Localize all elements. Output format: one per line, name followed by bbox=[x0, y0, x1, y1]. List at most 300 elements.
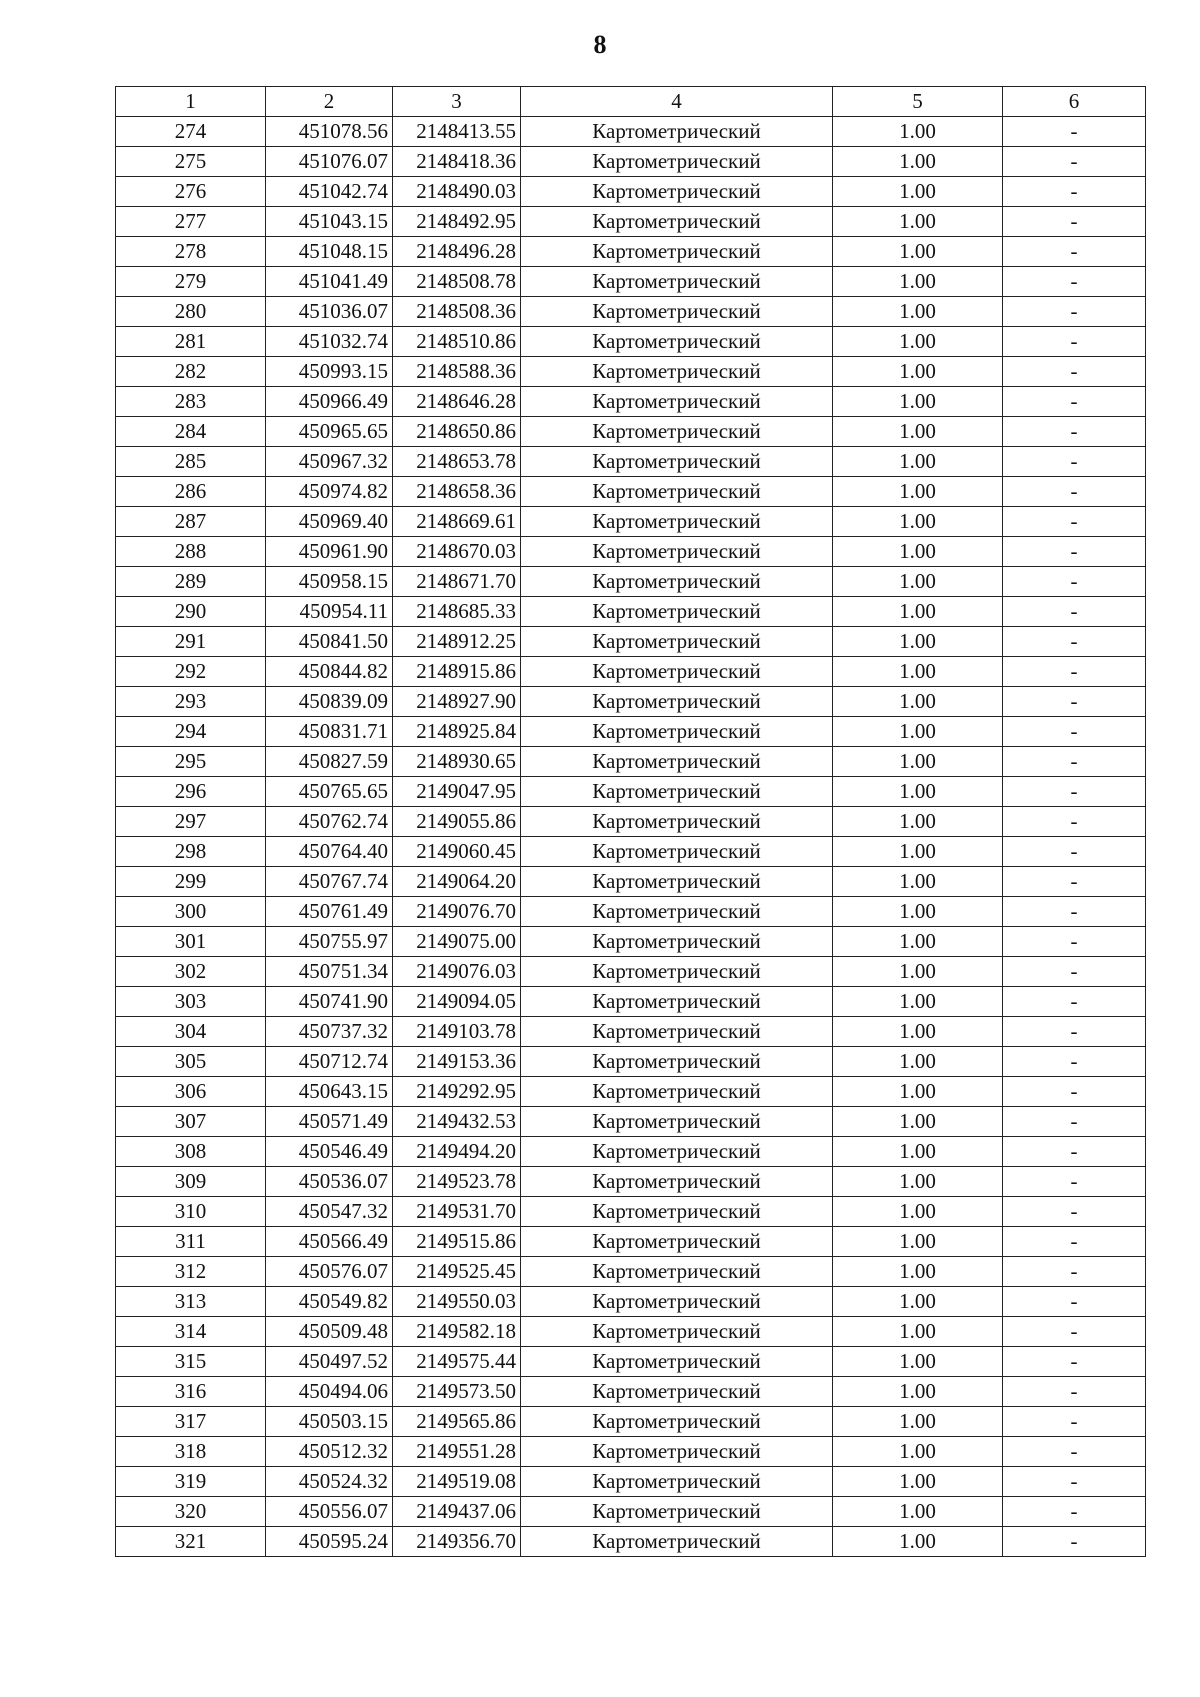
note-cell: - bbox=[1003, 537, 1146, 567]
method-cell: Картометрический bbox=[521, 1047, 833, 1077]
note-cell: - bbox=[1003, 687, 1146, 717]
y-coordinate-cell: 2149494.20 bbox=[393, 1137, 521, 1167]
y-coordinate-cell: 2149519.08 bbox=[393, 1467, 521, 1497]
note-cell: - bbox=[1003, 1437, 1146, 1467]
point-number-cell: 316 bbox=[116, 1377, 266, 1407]
x-coordinate-cell: 450839.09 bbox=[266, 687, 393, 717]
table-row bbox=[116, 1437, 1146, 1467]
method-cell: Картометрический bbox=[521, 1437, 833, 1467]
note-cell: - bbox=[1003, 1467, 1146, 1497]
point-number-cell: 283 bbox=[116, 387, 266, 417]
note-cell: - bbox=[1003, 1197, 1146, 1227]
y-coordinate-cell: 2149103.78 bbox=[393, 1017, 521, 1047]
y-coordinate-cell: 2149153.36 bbox=[393, 1047, 521, 1077]
column-header-2: 2 bbox=[266, 87, 393, 117]
method-cell: Картометрический bbox=[521, 987, 833, 1017]
method-cell: Картометрический bbox=[521, 1527, 833, 1557]
table-row bbox=[116, 297, 1146, 327]
point-number-cell: 299 bbox=[116, 867, 266, 897]
x-coordinate-cell: 450547.32 bbox=[266, 1197, 393, 1227]
point-number-cell: 307 bbox=[116, 1107, 266, 1137]
x-coordinate-cell: 450967.32 bbox=[266, 447, 393, 477]
column-header-3: 3 bbox=[393, 87, 521, 117]
method-cell: Картометрический bbox=[521, 567, 833, 597]
y-coordinate-cell: 2149573.50 bbox=[393, 1377, 521, 1407]
note-cell: - bbox=[1003, 147, 1146, 177]
note-cell: - bbox=[1003, 867, 1146, 897]
note-cell: - bbox=[1003, 987, 1146, 1017]
x-coordinate-cell: 450827.59 bbox=[266, 747, 393, 777]
x-coordinate-cell: 450961.90 bbox=[266, 537, 393, 567]
note-cell: - bbox=[1003, 327, 1146, 357]
y-coordinate-cell: 2148496.28 bbox=[393, 237, 521, 267]
method-cell: Картометрический bbox=[521, 1467, 833, 1497]
method-cell: Картометрический bbox=[521, 117, 833, 147]
table-row bbox=[116, 147, 1146, 177]
point-number-cell: 314 bbox=[116, 1317, 266, 1347]
accuracy-cell: 1.00 bbox=[833, 207, 1003, 237]
accuracy-cell: 1.00 bbox=[833, 1257, 1003, 1287]
point-number-cell: 311 bbox=[116, 1227, 266, 1257]
point-number-cell: 284 bbox=[116, 417, 266, 447]
x-coordinate-cell: 451032.74 bbox=[266, 327, 393, 357]
y-coordinate-cell: 2148508.78 bbox=[393, 267, 521, 297]
accuracy-cell: 1.00 bbox=[833, 777, 1003, 807]
note-cell: - bbox=[1003, 1227, 1146, 1257]
method-cell: Картометрический bbox=[521, 807, 833, 837]
point-number-cell: 288 bbox=[116, 537, 266, 567]
x-coordinate-cell: 450546.49 bbox=[266, 1137, 393, 1167]
accuracy-cell: 1.00 bbox=[833, 147, 1003, 177]
method-cell: Картометрический bbox=[521, 1077, 833, 1107]
method-cell: Картометрический bbox=[521, 237, 833, 267]
x-coordinate-cell: 450954.11 bbox=[266, 597, 393, 627]
table-row bbox=[116, 1287, 1146, 1317]
y-coordinate-cell: 2148669.61 bbox=[393, 507, 521, 537]
y-coordinate-cell: 2149055.86 bbox=[393, 807, 521, 837]
accuracy-cell: 1.00 bbox=[833, 717, 1003, 747]
method-cell: Картометрический bbox=[521, 537, 833, 567]
method-cell: Картометрический bbox=[521, 657, 833, 687]
method-cell: Картометрический bbox=[521, 1377, 833, 1407]
point-number-cell: 320 bbox=[116, 1497, 266, 1527]
point-number-cell: 312 bbox=[116, 1257, 266, 1287]
accuracy-cell: 1.00 bbox=[833, 627, 1003, 657]
table-row bbox=[116, 1467, 1146, 1497]
point-number-cell: 277 bbox=[116, 207, 266, 237]
accuracy-cell: 1.00 bbox=[833, 1377, 1003, 1407]
note-cell: - bbox=[1003, 237, 1146, 267]
accuracy-cell: 1.00 bbox=[833, 1287, 1003, 1317]
point-number-cell: 304 bbox=[116, 1017, 266, 1047]
point-number-cell: 303 bbox=[116, 987, 266, 1017]
accuracy-cell: 1.00 bbox=[833, 987, 1003, 1017]
y-coordinate-cell: 2148927.90 bbox=[393, 687, 521, 717]
method-cell: Картометрический bbox=[521, 1257, 833, 1287]
accuracy-cell: 1.00 bbox=[833, 1077, 1003, 1107]
method-cell: Картометрический bbox=[521, 177, 833, 207]
method-cell: Картометрический bbox=[521, 1407, 833, 1437]
note-cell: - bbox=[1003, 1017, 1146, 1047]
y-coordinate-cell: 2148653.78 bbox=[393, 447, 521, 477]
table-row bbox=[116, 327, 1146, 357]
x-coordinate-cell: 450497.52 bbox=[266, 1347, 393, 1377]
accuracy-cell: 1.00 bbox=[833, 1347, 1003, 1377]
method-cell: Картометрический bbox=[521, 1197, 833, 1227]
method-cell: Картометрический bbox=[521, 1227, 833, 1257]
x-coordinate-cell: 450737.32 bbox=[266, 1017, 393, 1047]
table-row bbox=[116, 207, 1146, 237]
column-header-5: 5 bbox=[833, 87, 1003, 117]
coordinates-table bbox=[115, 86, 1146, 1557]
accuracy-cell: 1.00 bbox=[833, 477, 1003, 507]
x-coordinate-cell: 450509.48 bbox=[266, 1317, 393, 1347]
method-cell: Картометрический bbox=[521, 627, 833, 657]
point-number-cell: 318 bbox=[116, 1437, 266, 1467]
y-coordinate-cell: 2148930.65 bbox=[393, 747, 521, 777]
table-row bbox=[116, 1167, 1146, 1197]
table-row bbox=[116, 117, 1146, 147]
y-coordinate-cell: 2149437.06 bbox=[393, 1497, 521, 1527]
method-cell: Картометрический bbox=[521, 1287, 833, 1317]
point-number-cell: 293 bbox=[116, 687, 266, 717]
point-number-cell: 290 bbox=[116, 597, 266, 627]
method-cell: Картометрический bbox=[521, 267, 833, 297]
x-coordinate-cell: 450969.40 bbox=[266, 507, 393, 537]
y-coordinate-cell: 2149550.03 bbox=[393, 1287, 521, 1317]
x-coordinate-cell: 450536.07 bbox=[266, 1167, 393, 1197]
table-row bbox=[116, 927, 1146, 957]
point-number-cell: 278 bbox=[116, 237, 266, 267]
table-row bbox=[116, 477, 1146, 507]
note-cell: - bbox=[1003, 207, 1146, 237]
accuracy-cell: 1.00 bbox=[833, 117, 1003, 147]
table-row bbox=[116, 1047, 1146, 1077]
point-number-cell: 301 bbox=[116, 927, 266, 957]
accuracy-cell: 1.00 bbox=[833, 327, 1003, 357]
accuracy-cell: 1.00 bbox=[833, 1047, 1003, 1077]
point-number-cell: 321 bbox=[116, 1527, 266, 1557]
point-number-cell: 300 bbox=[116, 897, 266, 927]
table-row bbox=[116, 357, 1146, 387]
note-cell: - bbox=[1003, 1107, 1146, 1137]
accuracy-cell: 1.00 bbox=[833, 1527, 1003, 1557]
table-row bbox=[116, 1197, 1146, 1227]
note-cell: - bbox=[1003, 1047, 1146, 1077]
method-cell: Картометрический bbox=[521, 1347, 833, 1377]
y-coordinate-cell: 2149292.95 bbox=[393, 1077, 521, 1107]
accuracy-cell: 1.00 bbox=[833, 297, 1003, 327]
x-coordinate-cell: 450566.49 bbox=[266, 1227, 393, 1257]
accuracy-cell: 1.00 bbox=[833, 657, 1003, 687]
accuracy-cell: 1.00 bbox=[833, 567, 1003, 597]
accuracy-cell: 1.00 bbox=[833, 507, 1003, 537]
x-coordinate-cell: 450764.40 bbox=[266, 837, 393, 867]
x-coordinate-cell: 451041.49 bbox=[266, 267, 393, 297]
x-coordinate-cell: 450761.49 bbox=[266, 897, 393, 927]
method-cell: Картометрический bbox=[521, 1137, 833, 1167]
note-cell: - bbox=[1003, 1407, 1146, 1437]
point-number-cell: 306 bbox=[116, 1077, 266, 1107]
table-row bbox=[116, 777, 1146, 807]
x-coordinate-cell: 450974.82 bbox=[266, 477, 393, 507]
note-cell: - bbox=[1003, 117, 1146, 147]
accuracy-cell: 1.00 bbox=[833, 1467, 1003, 1497]
table-row bbox=[116, 417, 1146, 447]
table-row bbox=[116, 957, 1146, 987]
x-coordinate-cell: 450595.24 bbox=[266, 1527, 393, 1557]
table-row bbox=[116, 867, 1146, 897]
note-cell: - bbox=[1003, 1317, 1146, 1347]
y-coordinate-cell: 2148492.95 bbox=[393, 207, 521, 237]
accuracy-cell: 1.00 bbox=[833, 387, 1003, 417]
x-coordinate-cell: 450844.82 bbox=[266, 657, 393, 687]
table-row bbox=[116, 1017, 1146, 1047]
note-cell: - bbox=[1003, 297, 1146, 327]
x-coordinate-cell: 450503.15 bbox=[266, 1407, 393, 1437]
table-row bbox=[116, 1077, 1146, 1107]
table-row bbox=[116, 1137, 1146, 1167]
point-number-cell: 315 bbox=[116, 1347, 266, 1377]
note-cell: - bbox=[1003, 267, 1146, 297]
note-cell: - bbox=[1003, 567, 1146, 597]
y-coordinate-cell: 2149075.00 bbox=[393, 927, 521, 957]
method-cell: Картометрический bbox=[521, 897, 833, 927]
method-cell: Картометрический bbox=[521, 147, 833, 177]
point-number-cell: 291 bbox=[116, 627, 266, 657]
method-cell: Картометрический bbox=[521, 357, 833, 387]
accuracy-cell: 1.00 bbox=[833, 957, 1003, 987]
y-coordinate-cell: 2149551.28 bbox=[393, 1437, 521, 1467]
note-cell: - bbox=[1003, 1497, 1146, 1527]
point-number-cell: 274 bbox=[116, 117, 266, 147]
note-cell: - bbox=[1003, 357, 1146, 387]
method-cell: Картометрический bbox=[521, 1317, 833, 1347]
x-coordinate-cell: 450549.82 bbox=[266, 1287, 393, 1317]
table-row bbox=[116, 237, 1146, 267]
note-cell: - bbox=[1003, 1287, 1146, 1317]
x-coordinate-cell: 450524.32 bbox=[266, 1467, 393, 1497]
point-number-cell: 302 bbox=[116, 957, 266, 987]
point-number-cell: 275 bbox=[116, 147, 266, 177]
note-cell: - bbox=[1003, 1347, 1146, 1377]
method-cell: Картометрический bbox=[521, 477, 833, 507]
note-cell: - bbox=[1003, 477, 1146, 507]
accuracy-cell: 1.00 bbox=[833, 597, 1003, 627]
table-row bbox=[116, 717, 1146, 747]
table-row bbox=[116, 747, 1146, 777]
accuracy-cell: 1.00 bbox=[833, 1017, 1003, 1047]
point-number-cell: 308 bbox=[116, 1137, 266, 1167]
accuracy-cell: 1.00 bbox=[833, 1167, 1003, 1197]
y-coordinate-cell: 2149060.45 bbox=[393, 837, 521, 867]
note-cell: - bbox=[1003, 777, 1146, 807]
point-number-cell: 285 bbox=[116, 447, 266, 477]
table-row bbox=[116, 1317, 1146, 1347]
y-coordinate-cell: 2149531.70 bbox=[393, 1197, 521, 1227]
accuracy-cell: 1.00 bbox=[833, 1197, 1003, 1227]
accuracy-cell: 1.00 bbox=[833, 1107, 1003, 1137]
y-coordinate-cell: 2148646.28 bbox=[393, 387, 521, 417]
y-coordinate-cell: 2149575.44 bbox=[393, 1347, 521, 1377]
x-coordinate-cell: 451076.07 bbox=[266, 147, 393, 177]
table-row bbox=[116, 657, 1146, 687]
accuracy-cell: 1.00 bbox=[833, 897, 1003, 927]
y-coordinate-cell: 2148418.36 bbox=[393, 147, 521, 177]
y-coordinate-cell: 2148490.03 bbox=[393, 177, 521, 207]
x-coordinate-cell: 450741.90 bbox=[266, 987, 393, 1017]
note-cell: - bbox=[1003, 747, 1146, 777]
point-number-cell: 289 bbox=[116, 567, 266, 597]
note-cell: - bbox=[1003, 927, 1146, 957]
method-cell: Картометрический bbox=[521, 507, 833, 537]
table-row bbox=[116, 1377, 1146, 1407]
note-cell: - bbox=[1003, 897, 1146, 927]
note-cell: - bbox=[1003, 1077, 1146, 1107]
point-number-cell: 297 bbox=[116, 807, 266, 837]
note-cell: - bbox=[1003, 837, 1146, 867]
table-row bbox=[116, 537, 1146, 567]
table-row bbox=[116, 597, 1146, 627]
table-row bbox=[116, 1227, 1146, 1257]
method-cell: Картометрический bbox=[521, 297, 833, 327]
note-cell: - bbox=[1003, 177, 1146, 207]
point-number-cell: 313 bbox=[116, 1287, 266, 1317]
accuracy-cell: 1.00 bbox=[833, 747, 1003, 777]
column-header-1: 1 bbox=[116, 87, 266, 117]
note-cell: - bbox=[1003, 717, 1146, 747]
table-row bbox=[116, 687, 1146, 717]
x-coordinate-cell: 450993.15 bbox=[266, 357, 393, 387]
point-number-cell: 287 bbox=[116, 507, 266, 537]
method-cell: Картометрический bbox=[521, 927, 833, 957]
note-cell: - bbox=[1003, 627, 1146, 657]
x-coordinate-cell: 450831.71 bbox=[266, 717, 393, 747]
y-coordinate-cell: 2148685.33 bbox=[393, 597, 521, 627]
x-coordinate-cell: 450494.06 bbox=[266, 1377, 393, 1407]
y-coordinate-cell: 2149076.03 bbox=[393, 957, 521, 987]
point-number-cell: 280 bbox=[116, 297, 266, 327]
point-number-cell: 276 bbox=[116, 177, 266, 207]
y-coordinate-cell: 2149047.95 bbox=[393, 777, 521, 807]
x-coordinate-cell: 450751.34 bbox=[266, 957, 393, 987]
method-cell: Картометрический bbox=[521, 207, 833, 237]
accuracy-cell: 1.00 bbox=[833, 1437, 1003, 1467]
method-cell: Картометрический bbox=[521, 387, 833, 417]
y-coordinate-cell: 2149565.86 bbox=[393, 1407, 521, 1437]
table-row bbox=[116, 1107, 1146, 1137]
point-number-cell: 282 bbox=[116, 357, 266, 387]
point-number-cell: 279 bbox=[116, 267, 266, 297]
y-coordinate-cell: 2148915.86 bbox=[393, 657, 521, 687]
accuracy-cell: 1.00 bbox=[833, 687, 1003, 717]
accuracy-cell: 1.00 bbox=[833, 177, 1003, 207]
method-cell: Картометрический bbox=[521, 1167, 833, 1197]
y-coordinate-cell: 2149076.70 bbox=[393, 897, 521, 927]
method-cell: Картометрический bbox=[521, 957, 833, 987]
accuracy-cell: 1.00 bbox=[833, 1407, 1003, 1437]
table-row bbox=[116, 177, 1146, 207]
accuracy-cell: 1.00 bbox=[833, 537, 1003, 567]
table-row bbox=[116, 447, 1146, 477]
x-coordinate-cell: 450571.49 bbox=[266, 1107, 393, 1137]
accuracy-cell: 1.00 bbox=[833, 1137, 1003, 1167]
method-cell: Картометрический bbox=[521, 717, 833, 747]
note-cell: - bbox=[1003, 807, 1146, 837]
method-cell: Картометрический bbox=[521, 867, 833, 897]
x-coordinate-cell: 450841.50 bbox=[266, 627, 393, 657]
point-number-cell: 319 bbox=[116, 1467, 266, 1497]
accuracy-cell: 1.00 bbox=[833, 1227, 1003, 1257]
y-coordinate-cell: 2149432.53 bbox=[393, 1107, 521, 1137]
x-coordinate-cell: 451048.15 bbox=[266, 237, 393, 267]
point-number-cell: 295 bbox=[116, 747, 266, 777]
accuracy-cell: 1.00 bbox=[833, 357, 1003, 387]
accuracy-cell: 1.00 bbox=[833, 1317, 1003, 1347]
note-cell: - bbox=[1003, 1377, 1146, 1407]
x-coordinate-cell: 451078.56 bbox=[266, 117, 393, 147]
method-cell: Картометрический bbox=[521, 597, 833, 627]
y-coordinate-cell: 2148588.36 bbox=[393, 357, 521, 387]
note-cell: - bbox=[1003, 417, 1146, 447]
y-coordinate-cell: 2148658.36 bbox=[393, 477, 521, 507]
table-row bbox=[116, 507, 1146, 537]
point-number-cell: 296 bbox=[116, 777, 266, 807]
accuracy-cell: 1.00 bbox=[833, 1497, 1003, 1527]
x-coordinate-cell: 450958.15 bbox=[266, 567, 393, 597]
column-header-6: 6 bbox=[1003, 87, 1146, 117]
table-row bbox=[116, 1257, 1146, 1287]
method-cell: Картометрический bbox=[521, 687, 833, 717]
x-coordinate-cell: 450966.49 bbox=[266, 387, 393, 417]
table-row bbox=[116, 897, 1146, 927]
note-cell: - bbox=[1003, 507, 1146, 537]
method-cell: Картометрический bbox=[521, 1497, 833, 1527]
method-cell: Картометрический bbox=[521, 417, 833, 447]
point-number-cell: 294 bbox=[116, 717, 266, 747]
note-cell: - bbox=[1003, 447, 1146, 477]
x-coordinate-cell: 450643.15 bbox=[266, 1077, 393, 1107]
method-cell: Картометрический bbox=[521, 1017, 833, 1047]
y-coordinate-cell: 2149525.45 bbox=[393, 1257, 521, 1287]
y-coordinate-cell: 2149515.86 bbox=[393, 1227, 521, 1257]
note-cell: - bbox=[1003, 1257, 1146, 1287]
table-row bbox=[116, 987, 1146, 1017]
point-number-cell: 281 bbox=[116, 327, 266, 357]
table-row bbox=[116, 567, 1146, 597]
y-coordinate-cell: 2148413.55 bbox=[393, 117, 521, 147]
x-coordinate-cell: 450556.07 bbox=[266, 1497, 393, 1527]
x-coordinate-cell: 450512.32 bbox=[266, 1437, 393, 1467]
table-row bbox=[116, 387, 1146, 417]
point-number-cell: 309 bbox=[116, 1167, 266, 1197]
method-cell: Картометрический bbox=[521, 777, 833, 807]
x-coordinate-cell: 450765.65 bbox=[266, 777, 393, 807]
x-coordinate-cell: 451042.74 bbox=[266, 177, 393, 207]
table-row bbox=[116, 837, 1146, 867]
x-coordinate-cell: 450712.74 bbox=[266, 1047, 393, 1077]
point-number-cell: 310 bbox=[116, 1197, 266, 1227]
y-coordinate-cell: 2149356.70 bbox=[393, 1527, 521, 1557]
accuracy-cell: 1.00 bbox=[833, 237, 1003, 267]
method-cell: Картометрический bbox=[521, 747, 833, 777]
note-cell: - bbox=[1003, 1527, 1146, 1557]
y-coordinate-cell: 2149582.18 bbox=[393, 1317, 521, 1347]
accuracy-cell: 1.00 bbox=[833, 267, 1003, 297]
note-cell: - bbox=[1003, 957, 1146, 987]
point-number-cell: 292 bbox=[116, 657, 266, 687]
accuracy-cell: 1.00 bbox=[833, 867, 1003, 897]
